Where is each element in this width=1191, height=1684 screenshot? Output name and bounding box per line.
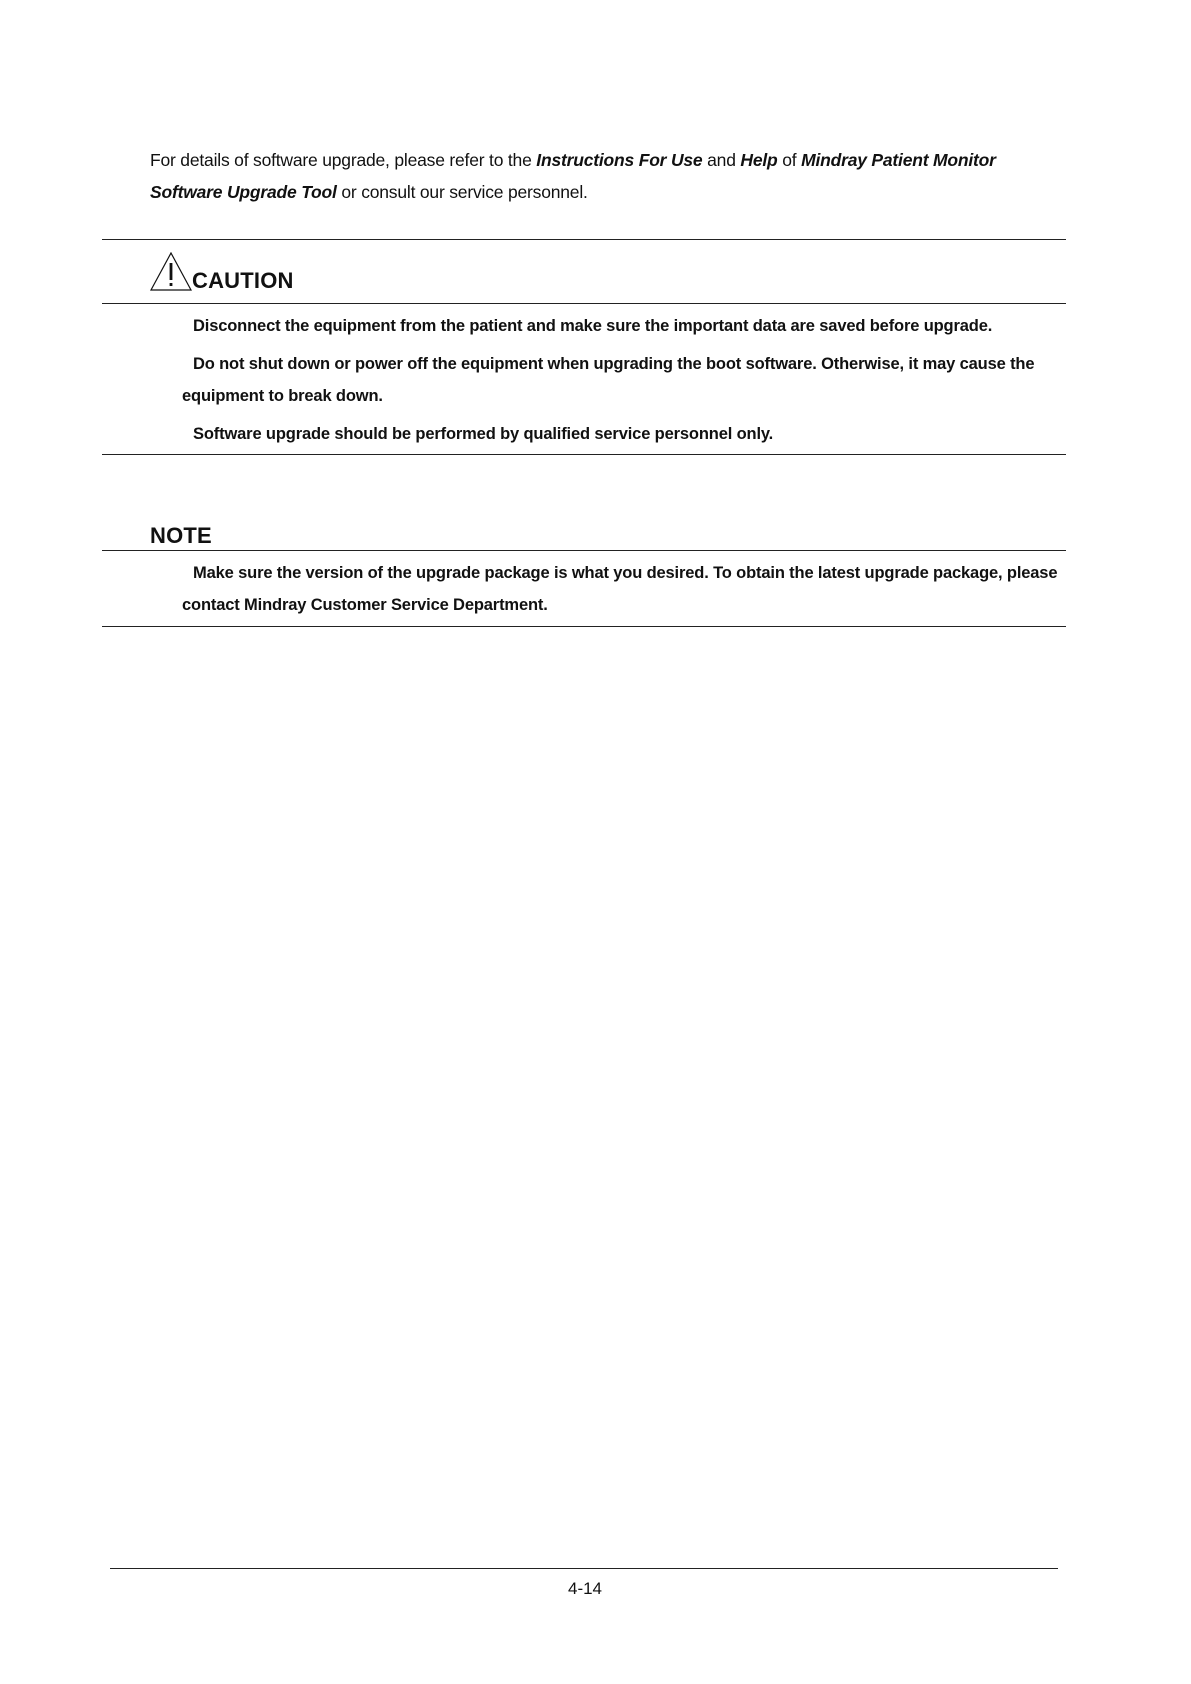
intro-text-2: and <box>702 150 741 170</box>
warning-triangle-icon <box>150 252 192 292</box>
intro-paragraph <box>150 144 1060 208</box>
caution-header <box>150 250 294 292</box>
intro-emphasis-ifu: Instructions For Use <box>536 150 703 170</box>
intro-text-3: of <box>777 150 802 170</box>
note-bottom-rule <box>102 626 1066 627</box>
caution-header-rule <box>102 303 1066 304</box>
caution-top-rule <box>102 239 1066 240</box>
intro-text-4: or consult our service personnel. <box>336 182 588 202</box>
intro-emphasis-tool: Mindray Patient Monitor Software Upgrade Tool <box>150 150 996 202</box>
caution-label: CAUTION <box>192 268 294 293</box>
footer-rule <box>110 1568 1058 1569</box>
note-item-1: Make sure the version of the upgrade package is what you desired. To obtain the latest upgrade package, please contact Mindray Customer Service Department. <box>182 564 1058 614</box>
caution-item-1: Disconnect the equipment from the patient and make sure the important data are saved before upgrade. <box>193 317 993 335</box>
note-label: NOTE <box>150 523 212 548</box>
intro-emphasis-help: Help <box>740 150 778 170</box>
caution-bottom-rule <box>102 454 1066 455</box>
caution-item-2: Do not shut down or power off the equipment when upgrading the boot software. Otherwise, it may cause the equipment to break down. <box>182 355 1035 405</box>
note-header-rule <box>102 550 1066 551</box>
page-number: 4-14 <box>567 1579 603 1598</box>
caution-item-3: Software upgrade should be performed by qualified service personnel only. <box>193 425 774 443</box>
intro-text-1: For details of software upgrade, please refer to the <box>150 150 537 170</box>
